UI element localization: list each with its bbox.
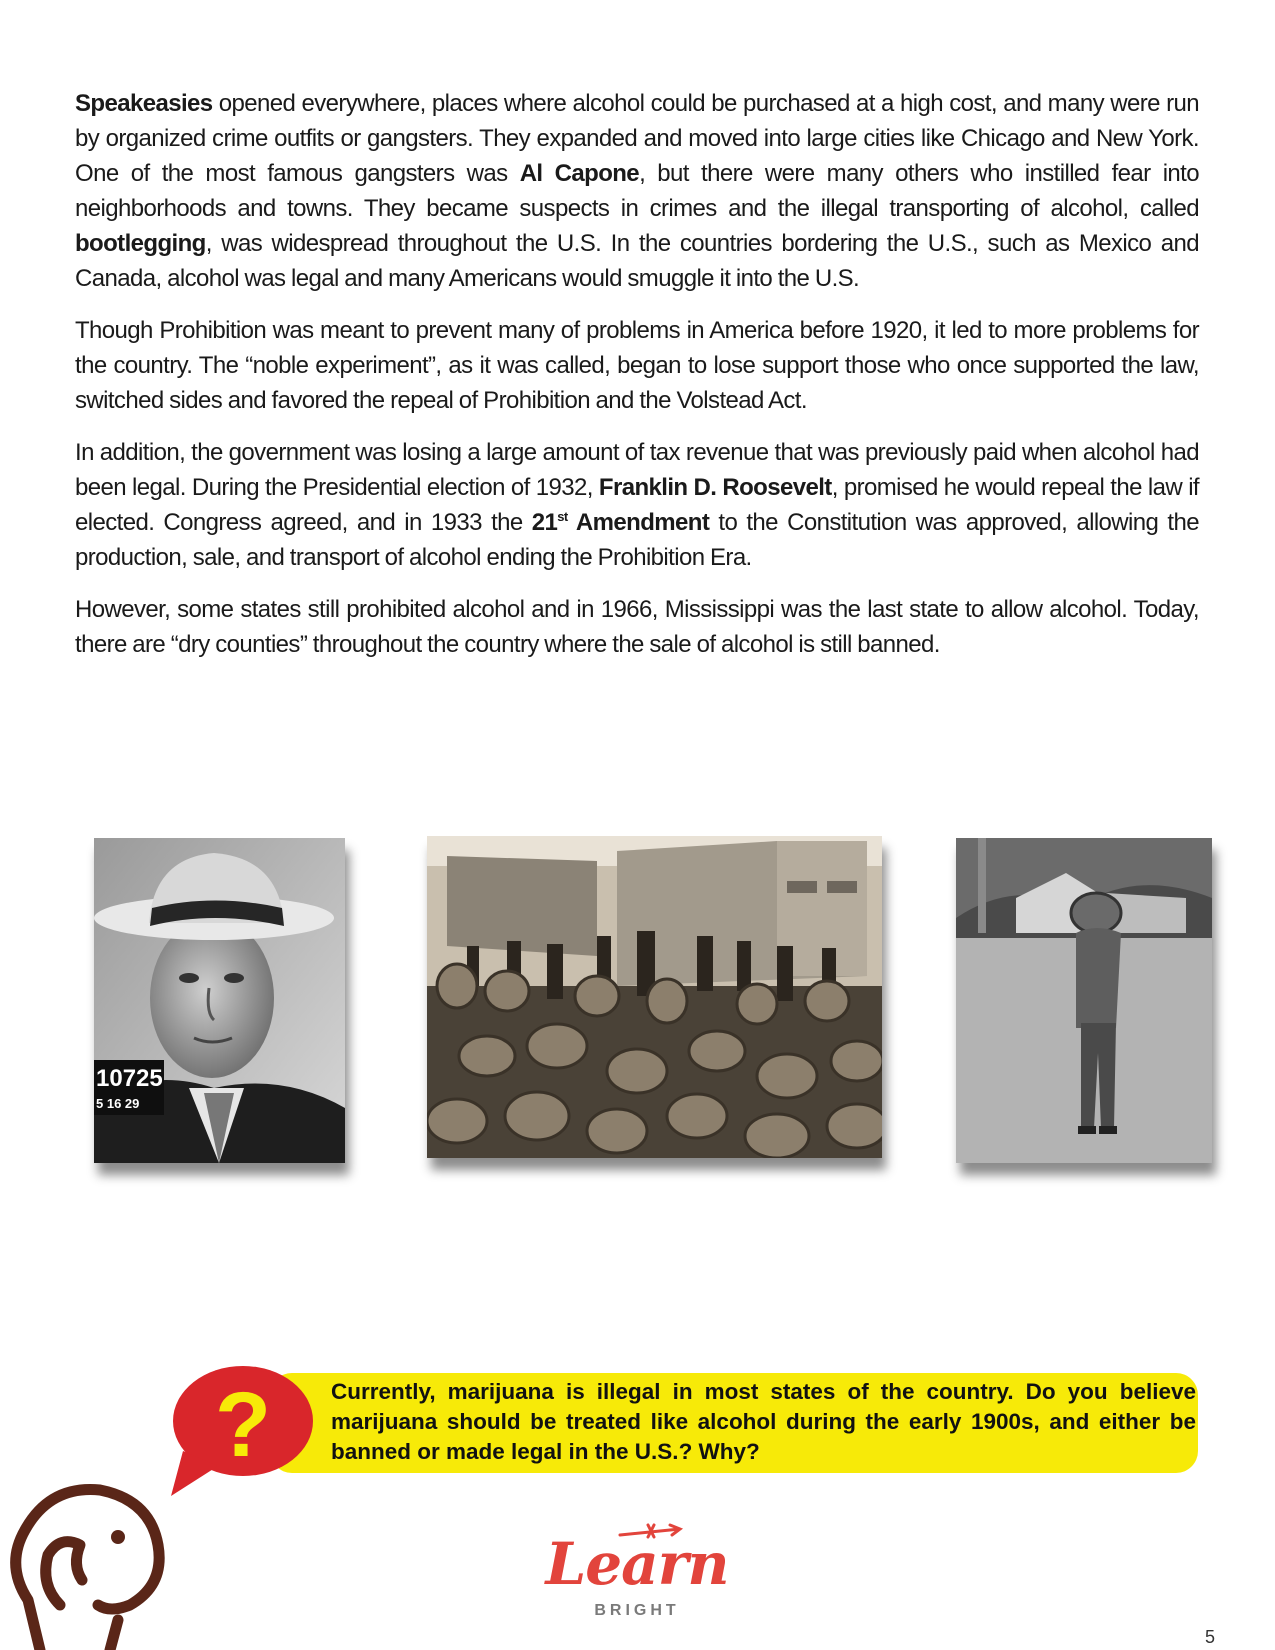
mugshot-number: 10725 xyxy=(96,1065,163,1092)
body-text xyxy=(75,86,1199,679)
thinking-character-icon xyxy=(0,1445,190,1650)
al-capone-mugshot-photo xyxy=(94,838,345,1163)
man-carrying-keg-photo xyxy=(956,838,1212,1163)
barrels-destroyed-photo xyxy=(427,836,882,1158)
paragraph-dry-counties: However, some states still prohibited alcohol and in 1966, Mississippi was the last state to allow alcohol. Today, there are “dry counties” throughout the country where the sale of alcohol is still banned. xyxy=(75,596,1199,658)
logo-wordmark: Learn xyxy=(545,1530,729,1598)
question-mark: ? xyxy=(214,1374,272,1476)
paragraph-noble-experiment: Though Prohibition was meant to prevent many of problems in America before 1920, it led to more problems for the country. The “noble experiment”, as it was called, began to lose support those who once supported the law, switched sides and favored the repeal of Prohibition and the Volstead Act. xyxy=(75,317,1199,414)
logo-subtitle: BRIGHT xyxy=(594,1602,680,1619)
discussion-question-text: Currently, marijuana is illegal in most states of the country. Do you believe marijuana should be treated like alcohol during the early 1900s, and either be banned or made legal in the U.S.? Why? xyxy=(331,1379,1196,1464)
mugshot-date: 5 16 29 xyxy=(96,1096,140,1111)
paragraph-speakeasies: Speakeasies opened everywhere, places where alcohol could be purchased at a high cost, and many were run by organized crime outfits or gangsters. They expanded and moved into large cities like Chicago and New York. One of the most famous gangsters was Al Capone, but there were many others who instilled fear into neighborhoods and towns. They became suspects in crimes and the illegal transporting of alcohol, called bootlegging, was widespread throughout the U.S. In the countries bordering the U.S., such as Mexico and Canada, alcohol was legal and many Americans would smuggle it into the U.S. xyxy=(75,90,1199,292)
paragraph-repeal: In addition, the government was losing a large amount of tax revenue that was previously paid when alcohol had been legal. During the Presidential election of 1932, Franklin D. Roosevelt, promised he would repeal the law if elected. Congress agreed, and in 1933 the 21st Amendment to the Constitution was approved, allowing the production, sale, and transport of alcohol ending the Prohibition Era. xyxy=(75,439,1199,571)
page-number: 5 xyxy=(1205,1627,1216,1647)
